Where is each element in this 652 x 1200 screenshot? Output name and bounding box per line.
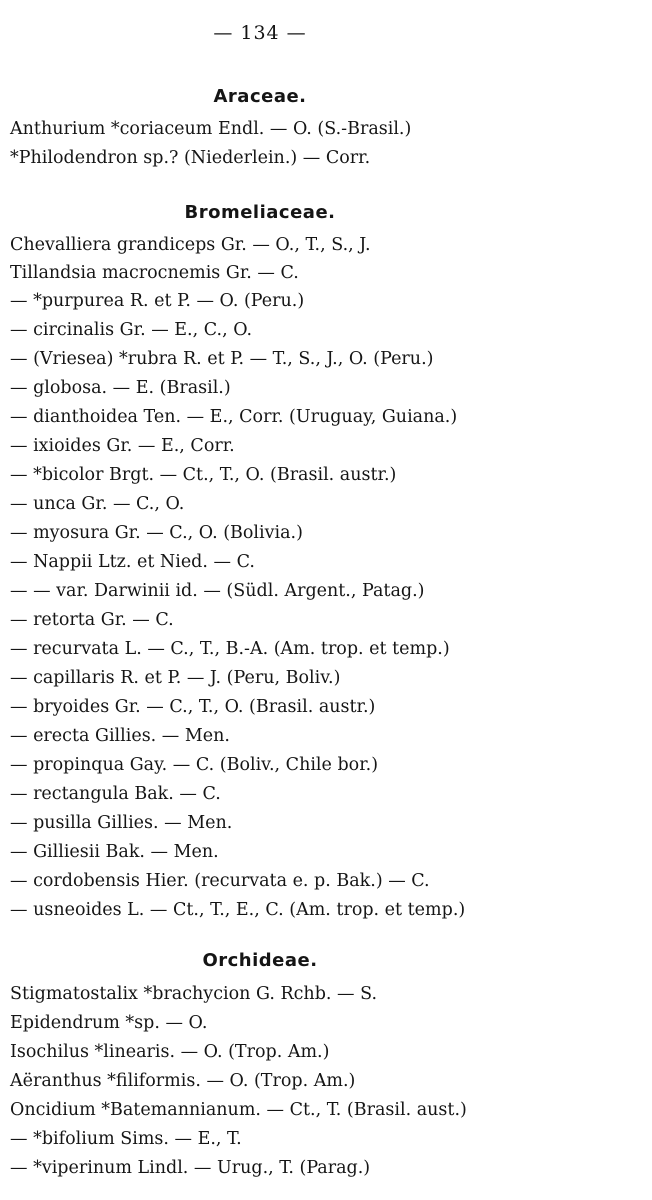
species-entry: — capillaris R. et P. — J. (Peru, Boliv.) xyxy=(10,668,341,688)
species-entry: Anthurium *coriaceum Endl. — O. (S.-Brasil.) xyxy=(10,119,412,139)
family-heading-araceae: Araceae. xyxy=(213,86,307,107)
species-entry: — *viperinum Lindl. — Urug., T. (Parag.) xyxy=(10,1158,371,1178)
species-entry: Epidendrum *sp. — O. xyxy=(10,1013,208,1033)
species-entry: — unca Gr. — C., O. xyxy=(10,494,185,514)
species-entry: Stigmatostalix *brachycion G. Rchb. — S. xyxy=(10,984,378,1004)
family-heading-bromeliaceae: Bromeliaceae. xyxy=(184,202,336,223)
species-entry: — dianthoidea Ten. — E., Corr. (Uruguay, Guiana.) xyxy=(10,407,458,427)
species-entry: — (Vriesea) *rubra R. et P. — T., S., J., O. (Peru.) xyxy=(10,349,434,369)
species-entry: — recurvata L. — C., T., B.-A. (Am. trop. et temp.) xyxy=(10,639,450,659)
species-entry: — ixioides Gr. — E., Corr. xyxy=(10,436,235,456)
species-entry: — usneoides L. — Ct., T., E., C. (Am. trop. et temp.) xyxy=(10,900,466,920)
species-entry: Aëranthus *filiformis. — O. (Trop. Am.) xyxy=(10,1071,356,1091)
species-entry: — *bicolor Brgt. — Ct., T., O. (Brasil. austr.) xyxy=(10,465,397,485)
species-entry: *Philodendron sp.? (Niederlein.) — Corr. xyxy=(10,148,371,168)
species-entry: — pusilla Gillies. — Men. xyxy=(10,813,233,833)
species-entry: Chevalliera grandiceps Gr. — O., T., S., J. xyxy=(10,235,371,255)
species-entry: — *purpurea R. et P. — O. (Peru.) xyxy=(10,291,305,311)
species-entry: Oncidium *Batemannianum. — Ct., T. (Brasil. aust.) xyxy=(10,1100,467,1120)
species-entry: — cordobensis Hier. (recurvata e. p. Bak.) — C. xyxy=(10,871,430,891)
species-entry: — globosa. — E. (Brasil.) xyxy=(10,378,231,398)
species-entry: — bryoides Gr. — C., T., O. (Brasil. austr.) xyxy=(10,697,376,717)
species-entry: Tillandsia macrocnemis Gr. — C. xyxy=(10,263,299,283)
species-entry: — circinalis Gr. — E., C., O. xyxy=(10,320,253,340)
species-entry: — retorta Gr. — C. xyxy=(10,610,174,630)
page-number: — 134 — xyxy=(213,22,307,44)
species-entry: — Gilliesii Bak. — Men. xyxy=(10,842,219,862)
species-entry: — propinqua Gay. — C. (Boliv., Chile bor.) xyxy=(10,755,379,775)
species-entry: — rectangula Bak. — C. xyxy=(10,784,221,804)
species-entry: — myosura Gr. — C., O. (Bolivia.) xyxy=(10,523,303,543)
species-entry: — Nappii Ltz. et Nied. — C. xyxy=(10,552,255,572)
species-entry: — *bifolium Sims. — E., T. xyxy=(10,1129,242,1149)
family-heading-orchideae: Orchideae. xyxy=(202,950,318,971)
species-entry: — — var. Darwinii id. — (Südl. Argent., Patag.) xyxy=(10,581,425,601)
species-entry: — erecta Gillies. — Men. xyxy=(10,726,230,746)
species-entry: Isochilus *linearis. — O. (Trop. Am.) xyxy=(10,1042,330,1062)
